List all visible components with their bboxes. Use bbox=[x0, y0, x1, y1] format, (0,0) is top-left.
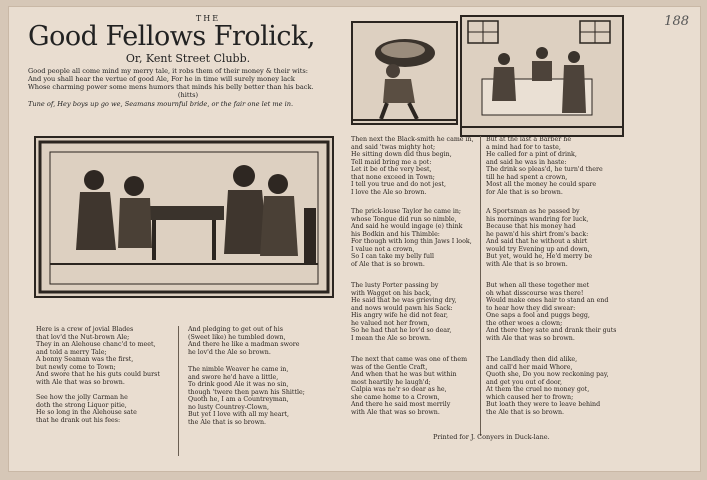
verse-line: he lov'd the Ale so brown. bbox=[188, 348, 271, 356]
verse-line: Because that his money had bbox=[486, 223, 576, 230]
stanza-12 bbox=[486, 356, 616, 416]
verse-line: and said 'twas mighty hot; bbox=[351, 143, 436, 151]
header-block bbox=[28, 14, 348, 109]
verse-line: no lusty Countrey-Clown, bbox=[188, 403, 269, 411]
stanza-1 bbox=[36, 326, 186, 386]
verse-line: He said that he was grieving dry, bbox=[351, 297, 457, 304]
stanza-5 bbox=[351, 136, 477, 196]
broadside-sheet bbox=[8, 6, 701, 472]
verse-line: And said he would ingage (e) think bbox=[351, 223, 463, 230]
verse-line: For though with long thin Jaws I look, bbox=[351, 238, 472, 245]
verse-line: that lov'd the Nut-brown Ale; bbox=[36, 333, 130, 341]
stanza-6 bbox=[351, 208, 477, 268]
verse-line: till he had spent a crown, bbox=[486, 173, 568, 181]
verse-line: doth the strong Liquor pitie, bbox=[36, 401, 127, 409]
verse-line: Then next the Black-smith he came in, bbox=[351, 136, 474, 143]
verse-line: A Sportsman as he passed by bbox=[486, 208, 580, 215]
verse-line: though 'twere then pawn his Shittle; bbox=[188, 388, 305, 396]
verse-line: the Ale that is so brown. bbox=[486, 408, 565, 416]
woodcut-tavern-scene bbox=[34, 136, 334, 298]
stanza-11 bbox=[486, 282, 616, 342]
verse-line: with Ale that was so brown. bbox=[36, 378, 125, 386]
verse-line: But when all these together met bbox=[486, 282, 590, 289]
intro-line: And you shall hear the vertue of good Ale, For he in time will surely money lack bbox=[28, 75, 295, 83]
verse-line: He called for a pint of drink, bbox=[486, 151, 577, 158]
verse-line: And said that he without a shirt bbox=[486, 238, 588, 245]
verse-line: Would make ones hair to stand an end bbox=[486, 297, 609, 304]
tune-line: Tune of, Hey boys up go we, Seamans mournful bride, or the fair one let me in. bbox=[28, 100, 294, 108]
verse-line: Quoth she, Do you now reckoning pay, bbox=[486, 371, 609, 378]
intro-line: Whose charming power some mens humors that minds his belly better than his back. bbox=[28, 83, 314, 91]
verse-line: with Ale that was so brown. bbox=[486, 334, 575, 342]
verse-line: and call'd her maid Whore, bbox=[486, 363, 573, 371]
verse-line: and told a merry Tale; bbox=[36, 348, 107, 356]
verse-line: with Wagget on his back, bbox=[351, 289, 432, 297]
verse-line: and swore he'd have a little, bbox=[188, 373, 279, 381]
verse-line: the other woes a clown; bbox=[486, 319, 563, 327]
title-the: THE bbox=[195, 14, 221, 23]
page-title: Good Fellows Frolick, bbox=[28, 21, 315, 52]
verse-line: I mean the Ale so brown. bbox=[351, 334, 431, 342]
stanza-10 bbox=[486, 208, 616, 268]
verse-line: But at the last a Barber he bbox=[486, 136, 572, 143]
verse-line: But yet I love with all my heart, bbox=[188, 411, 289, 418]
verse-line: A bonny Seaman was the first, bbox=[36, 356, 134, 363]
verse-line: but newly come to Town; bbox=[36, 363, 116, 371]
verse-line: that he drank out his fees: bbox=[36, 416, 121, 424]
verse-line: But loath they were to leave behind bbox=[486, 401, 601, 408]
stanza-8 bbox=[351, 356, 477, 416]
intro-line: (hitts) bbox=[177, 91, 199, 99]
column-divider bbox=[480, 136, 481, 436]
verse-line: His angry wife he did not fear, bbox=[351, 312, 448, 319]
verse-line: a mind had for to taste, bbox=[486, 143, 561, 151]
verse-line: his Bodkin and his Thimble: bbox=[351, 230, 440, 238]
verse-line: Here is a crew of jovial Blades bbox=[36, 326, 134, 333]
printer-colophon: Printed for J. Conyers in Duck-lane. bbox=[433, 433, 550, 441]
verse-line: his mornings wandring for luck, bbox=[486, 215, 589, 223]
folio-number: 188 bbox=[664, 14, 689, 29]
verse-line: See how the jolly Carman he bbox=[36, 394, 128, 401]
verse-line: (Sweet like) he tumbled down, bbox=[188, 333, 286, 341]
verse-line: with Ale that was so brown. bbox=[351, 408, 440, 416]
verse-line: And there they sate and drank their guts bbox=[486, 327, 616, 334]
verse-line: The prick-louse Taylor he came in; bbox=[351, 208, 462, 215]
page-subtitle: Or, Kent Street Clubb. bbox=[125, 52, 251, 65]
verse-line: he valued not her frown, bbox=[351, 319, 430, 327]
verse-line: And when that he was but within bbox=[351, 371, 457, 378]
stanza-9 bbox=[486, 136, 616, 196]
verse-line: the Ale that is so brown. bbox=[188, 418, 267, 426]
intro-line: Good people all come mind my merry tale, it robs them of their money & their wits: bbox=[28, 67, 308, 75]
verse-line: and get you out of door, bbox=[486, 378, 562, 386]
verse-line: And there he said most merrily bbox=[351, 401, 451, 408]
stanza-2 bbox=[36, 394, 186, 424]
verse-line: Let it be of the very best, bbox=[351, 166, 432, 173]
verse-line: The lusty Porter passing by bbox=[351, 282, 439, 289]
verse-line: and nows would pawn his Sack: bbox=[351, 304, 453, 312]
verse-line: The drink so pleas'd, he turn'd there bbox=[486, 166, 603, 173]
verse-line: oh what disscourse was there! bbox=[486, 289, 584, 297]
verse-line: And pledging to get out of his bbox=[188, 326, 283, 333]
verse-line: The next that came was one of them bbox=[351, 356, 468, 363]
verse-line: The Landlady then did alike, bbox=[486, 356, 578, 363]
verse-line: I love the Ale so brown. bbox=[351, 188, 427, 196]
verse-line: But yet, would he, He'd merry be bbox=[486, 253, 593, 260]
verse-line: with Ale that is so brown. bbox=[486, 260, 568, 268]
verse-line: Quoth he, I am a Countreyman, bbox=[188, 396, 289, 403]
verse-line: The nimble Weaver he came in, bbox=[188, 366, 289, 373]
verse-line: He so long in the Alehouse sate bbox=[36, 409, 137, 416]
verse-line: whose Tongue did run so nimble, bbox=[351, 215, 457, 223]
verse-line: I value not a crown, bbox=[351, 245, 415, 253]
verse-line: They in an Alehouse chanc'd to meet, bbox=[36, 341, 156, 348]
verse-line: he pawn'd his shirt from's back: bbox=[486, 230, 589, 238]
verse-line: most heartily he laugh'd; bbox=[351, 378, 431, 386]
verse-line: Tell maid bring me a pot: bbox=[351, 158, 432, 166]
verse-line: And swore that he his guts could burst bbox=[36, 371, 160, 378]
verse-line: So he had that he lov'd so dear, bbox=[351, 327, 452, 334]
verse-line: One saps a fool and puggs begg, bbox=[486, 312, 590, 319]
verse-line: At them the cruel no money got, bbox=[486, 386, 590, 393]
verse-line: Calpia was ne'r so dear as he, bbox=[351, 386, 447, 393]
stanza-7 bbox=[351, 282, 477, 342]
verse-line: I tell you true and do not jest, bbox=[351, 181, 446, 188]
verse-line: of Ale that is so brown. bbox=[351, 260, 425, 268]
stanza-4 bbox=[188, 366, 338, 426]
verse-line: for Ale that is so brown. bbox=[486, 188, 563, 196]
verse-line: He sitting down did thus begin, bbox=[351, 151, 452, 158]
stanza-3 bbox=[188, 326, 338, 356]
verse-line: So I can take my belly full bbox=[351, 253, 435, 260]
verse-line: to hear how they did swear: bbox=[486, 304, 576, 312]
verse-line: was of the Gentle Craft, bbox=[351, 363, 428, 371]
verse-line: she came home to a Crown, bbox=[351, 393, 440, 401]
intro-verse bbox=[28, 67, 348, 99]
woodcut-drinkers-small bbox=[460, 15, 624, 137]
woodcut-porter bbox=[351, 21, 458, 125]
verse-line: which caused her to frown; bbox=[486, 393, 574, 401]
verse-line: and said he was in haste: bbox=[486, 158, 567, 166]
verse-line: would try Evening up and down, bbox=[486, 245, 590, 253]
verse-line: Most all the money he could spare bbox=[486, 181, 597, 188]
verse-line: To drink good Ale it was no sin, bbox=[188, 381, 289, 388]
verse-line: that none exceed in Town; bbox=[351, 173, 435, 181]
verse-line: And there he like a madman swore bbox=[188, 341, 300, 348]
